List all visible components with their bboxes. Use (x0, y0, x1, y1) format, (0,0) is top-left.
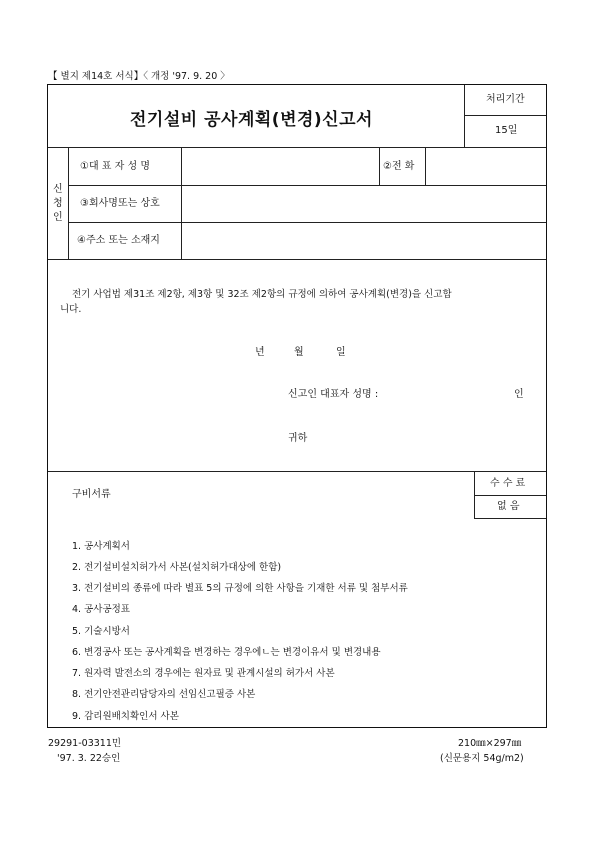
signer-name-field[interactable] (400, 385, 500, 403)
footer-form-number: 29291-03311민 (48, 738, 122, 749)
footer-approval-date: '97. 3. 22승인 (57, 753, 121, 764)
applicant-label-2: 청 (53, 198, 63, 209)
doc-item: 2. 전기설비설치허가서 사본(설치허가대상에 한함) (72, 562, 282, 573)
company-label: ③회사명또는 상호 (80, 198, 160, 209)
doc-item: 7. 원자력 발전소의 경우에는 원자료 및 관계시설의 허가서 사본 (72, 668, 335, 679)
form-reference: 【 별지 제14호 서식】〈 개정 '97. 9. 20 〉 (48, 71, 230, 82)
docs-label: 구비서류 (72, 489, 111, 500)
form-title: 전기설비 공사계획(변경)신고서 (130, 110, 373, 130)
footer-paper-size: 210㎜×297㎜ (458, 738, 522, 749)
doc-item: 1. 공사계획서 (72, 541, 130, 552)
fee-label: 수 수 료 (490, 478, 526, 489)
doc-item: 4. 공사공정표 (72, 604, 130, 615)
signer-label: 신고인 대표자 성명 : (288, 389, 379, 400)
date-year: 년 (255, 347, 265, 358)
doc-item: 6. 변경공사 또는 공사계획을 변경하는 경우에ㄴ는 변경이유서 및 변경내용 (72, 647, 381, 658)
statement-line-1: 전기 사업법 제31조 제2항, 제3항 및 32조 제2항의 규정에 의하여 공사계획(변경)을 신고합 (72, 289, 452, 300)
fee-value: 없 음 (497, 501, 520, 512)
phone-label: ②전 화 (383, 161, 415, 172)
address-label: ④주소 또는 소재지 (77, 235, 160, 246)
doc-item: 9. 감리원배치확인서 사본 (72, 711, 179, 722)
doc-item: 5. 기술시방서 (72, 626, 130, 637)
address-field[interactable] (183, 224, 544, 257)
applicant-label-3: 인 (53, 212, 63, 223)
applicant-label-1: 신 (53, 184, 63, 195)
seal-mark: 인 (514, 389, 524, 400)
footer-paper-type: (신문용지 54g/m2) (440, 753, 524, 764)
doc-item: 8. 전기안전관리담당자의 선임신고필증 사본 (72, 689, 256, 700)
processing-period-value: 15일 (495, 125, 518, 136)
doc-item: 3. 전기설비의 종류에 따라 별표 5의 규정에 의한 사항을 기재한 서류 및 첨부서류 (72, 583, 408, 594)
date-day: 일 (336, 347, 346, 358)
processing-period-label: 처리기간 (486, 94, 525, 105)
rep-name-field[interactable] (183, 149, 377, 183)
date-month: 월 (294, 347, 304, 358)
addressee-suffix: 귀하 (288, 433, 308, 444)
phone-field[interactable] (427, 149, 544, 183)
company-field[interactable] (183, 187, 544, 220)
rep-name-label: ①대 표 자 성 명 (80, 161, 150, 172)
statement-line-2: 니다. (60, 304, 82, 315)
